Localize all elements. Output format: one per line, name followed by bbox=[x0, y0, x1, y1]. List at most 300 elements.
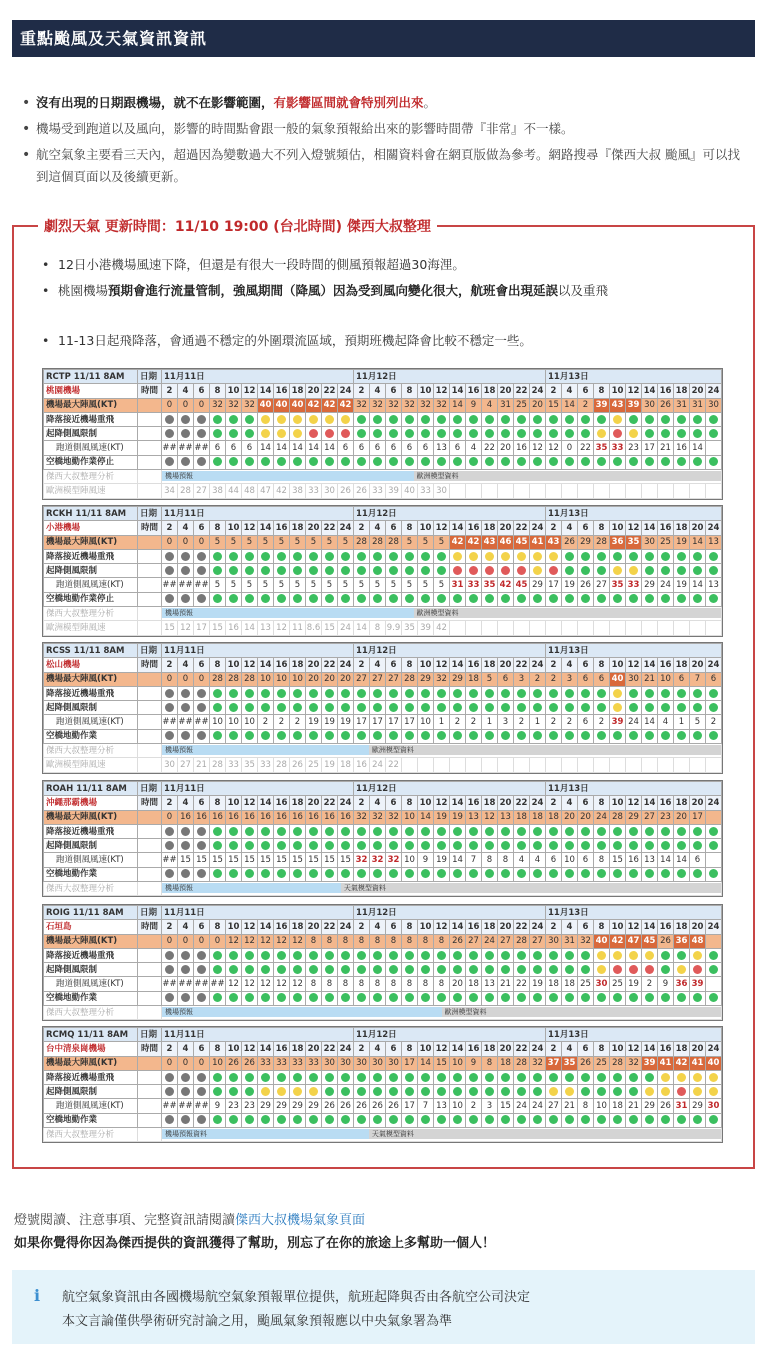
status-cell bbox=[498, 455, 514, 469]
status-cell bbox=[546, 592, 562, 606]
status-cell bbox=[258, 1113, 274, 1127]
bullet-dot-icon: • bbox=[22, 121, 31, 137]
ecmwf-value: 14 bbox=[242, 621, 258, 635]
ecmwf-value: 18 bbox=[338, 758, 354, 772]
status-cell bbox=[450, 839, 466, 853]
status-cell bbox=[162, 948, 178, 962]
hour-cell: 20 bbox=[498, 1042, 514, 1056]
status-dot-icon bbox=[357, 429, 366, 438]
status-cell bbox=[242, 729, 258, 743]
status-cell bbox=[562, 427, 578, 441]
status-cell bbox=[306, 948, 322, 962]
grid-cell bbox=[138, 867, 162, 881]
status-cell bbox=[434, 549, 450, 563]
status-dot-icon bbox=[453, 429, 462, 438]
hour-cell: 20 bbox=[690, 796, 706, 810]
status-dot-icon bbox=[181, 951, 190, 960]
status-cell bbox=[322, 729, 338, 743]
status-dot-icon bbox=[549, 457, 558, 466]
status-cell bbox=[338, 867, 354, 881]
status-cell bbox=[290, 427, 306, 441]
grid-cell bbox=[138, 810, 162, 824]
day-3-label: 11月13日 bbox=[546, 644, 722, 658]
status-dot-icon bbox=[309, 1115, 318, 1124]
status-dot-icon bbox=[501, 552, 510, 561]
status-cell bbox=[498, 412, 514, 426]
status-cell bbox=[610, 839, 626, 853]
analysis-row bbox=[44, 744, 722, 758]
status-dot-icon bbox=[581, 869, 590, 878]
ecmwf-value bbox=[482, 621, 498, 635]
ground-ops-label: 空橋地勤作業 bbox=[44, 1113, 138, 1127]
gust-value: 18 bbox=[546, 810, 562, 824]
crosswind-value: 13 bbox=[434, 441, 450, 455]
crosswind-value: 7 bbox=[418, 1099, 434, 1113]
status-dot-icon bbox=[469, 827, 478, 836]
status-dot-icon bbox=[389, 841, 398, 850]
gust-value: 28 bbox=[610, 1056, 626, 1070]
status-cell bbox=[578, 549, 594, 563]
status-cell bbox=[322, 1070, 338, 1084]
status-dot-icon bbox=[453, 566, 462, 575]
hour-cell: 20 bbox=[498, 796, 514, 810]
status-dot-icon bbox=[437, 869, 446, 878]
gust-value: 5 bbox=[434, 535, 450, 549]
status-dot-icon bbox=[229, 429, 238, 438]
gust-value: 17 bbox=[402, 1056, 418, 1070]
gust-value: 32 bbox=[242, 398, 258, 412]
gust-value: 8 bbox=[306, 934, 322, 948]
gust-value: 39 bbox=[594, 398, 610, 412]
ecmwf-value bbox=[706, 484, 722, 498]
status-cell bbox=[498, 1113, 514, 1127]
status-dot-icon bbox=[533, 951, 542, 960]
status-cell bbox=[594, 412, 610, 426]
ecmwf-value bbox=[466, 758, 482, 772]
hour-cell: 4 bbox=[370, 658, 386, 672]
status-cell bbox=[418, 729, 434, 743]
footer-text: 燈號閱讀、注意事項、完整資訊請閱讀 bbox=[14, 1213, 236, 1228]
status-dot-icon bbox=[597, 951, 606, 960]
model-bar: 天氣模型資料 bbox=[369, 1129, 721, 1139]
ecmwf-value bbox=[450, 484, 466, 498]
status-dot-icon bbox=[181, 1073, 190, 1082]
status-dot-icon bbox=[597, 841, 606, 850]
status-cell bbox=[674, 455, 690, 469]
status-dot-icon bbox=[421, 594, 430, 603]
status-dot-icon bbox=[309, 689, 318, 698]
status-cell bbox=[530, 564, 546, 578]
status-cell bbox=[514, 991, 530, 1005]
crosswind-limit-label: 起降側風限制 bbox=[44, 839, 138, 853]
status-cell bbox=[514, 549, 530, 563]
status-cell bbox=[258, 948, 274, 962]
ecmwf-value: 44 bbox=[226, 484, 242, 498]
hour-cell: 24 bbox=[706, 384, 722, 398]
status-dot-icon bbox=[325, 566, 334, 575]
status-cell bbox=[210, 729, 226, 743]
hour-cell: 18 bbox=[290, 1042, 306, 1056]
status-dot-icon bbox=[485, 1115, 494, 1124]
model-bar: 天氣模型資料 bbox=[341, 883, 721, 893]
gust-value: 32 bbox=[370, 398, 386, 412]
status-cell bbox=[530, 839, 546, 853]
status-dot-icon bbox=[485, 689, 494, 698]
status-dot-icon bbox=[341, 869, 350, 878]
crosswind-value: 12 bbox=[258, 977, 274, 991]
gust-value: 8 bbox=[418, 934, 434, 948]
status-dot-icon bbox=[229, 869, 238, 878]
crosswind-value bbox=[706, 441, 722, 455]
ecmwf-value: 15 bbox=[162, 621, 178, 635]
status-cell bbox=[498, 549, 514, 563]
hour-cell: 6 bbox=[578, 658, 594, 672]
gust-value: 0 bbox=[194, 398, 210, 412]
status-dot-icon bbox=[613, 731, 622, 740]
status-dot-icon bbox=[581, 689, 590, 698]
hour-cell: 6 bbox=[194, 796, 210, 810]
status-cell bbox=[322, 867, 338, 881]
crosswind-value: 27 bbox=[546, 1099, 562, 1113]
status-dot-icon bbox=[597, 827, 606, 836]
status-cell bbox=[626, 824, 642, 838]
status-dot-icon bbox=[309, 703, 318, 712]
crosswind-value: 13 bbox=[706, 578, 722, 592]
source-bar-cell bbox=[162, 1128, 722, 1142]
status-dot-icon bbox=[277, 827, 286, 836]
ecmwf-value: 27 bbox=[194, 484, 210, 498]
status-cell bbox=[610, 729, 626, 743]
status-cell bbox=[626, 564, 642, 578]
gust-value: 28 bbox=[386, 535, 402, 549]
status-dot-icon bbox=[533, 841, 542, 850]
gust-value: 10 bbox=[258, 672, 274, 686]
status-cell bbox=[178, 1070, 194, 1084]
hour-cell: 6 bbox=[578, 796, 594, 810]
status-cell bbox=[626, 427, 642, 441]
crosswind-value: 2 bbox=[594, 715, 610, 729]
status-cell bbox=[642, 701, 658, 715]
ecmwf-value bbox=[642, 758, 658, 772]
status-cell bbox=[466, 991, 482, 1005]
status-cell bbox=[642, 948, 658, 962]
status-cell bbox=[690, 867, 706, 881]
status-dot-icon bbox=[485, 1073, 494, 1082]
status-cell bbox=[354, 427, 370, 441]
status-cell bbox=[546, 412, 562, 426]
status-cell bbox=[546, 564, 562, 578]
status-cell bbox=[610, 564, 626, 578]
status-dot-icon bbox=[437, 566, 446, 575]
gust-value: 28 bbox=[354, 535, 370, 549]
status-dot-icon bbox=[581, 841, 590, 850]
status-dot-icon bbox=[629, 415, 638, 424]
status-cell bbox=[514, 839, 530, 853]
crosswind-value: 32 bbox=[370, 853, 386, 867]
status-cell bbox=[642, 867, 658, 881]
crosswind-value: 5 bbox=[418, 578, 434, 592]
hour-cell: 20 bbox=[306, 796, 322, 810]
status-dot-icon bbox=[293, 869, 302, 878]
crosswind-value: 22 bbox=[482, 441, 498, 455]
gust-value: 19 bbox=[434, 810, 450, 824]
status-dot-icon bbox=[517, 827, 526, 836]
status-dot-icon bbox=[677, 429, 686, 438]
grid-cell bbox=[138, 398, 162, 412]
status-cell bbox=[210, 686, 226, 700]
hour-cell: 20 bbox=[306, 521, 322, 535]
status-dot-icon bbox=[597, 993, 606, 1002]
status-dot-icon bbox=[469, 689, 478, 698]
status-dot-icon bbox=[325, 841, 334, 850]
status-dot-icon bbox=[277, 869, 286, 878]
crosswind-value: 24 bbox=[514, 1099, 530, 1113]
status-dot-icon bbox=[357, 965, 366, 974]
status-cell bbox=[258, 839, 274, 853]
grid-cell bbox=[138, 701, 162, 715]
status-cell bbox=[162, 427, 178, 441]
status-cell bbox=[482, 1113, 498, 1127]
hour-cell: 18 bbox=[674, 1042, 690, 1056]
status-dot-icon bbox=[677, 731, 686, 740]
status-dot-icon bbox=[645, 457, 654, 466]
status-cell bbox=[578, 963, 594, 977]
airport-grid bbox=[42, 505, 723, 637]
status-dot-icon bbox=[277, 429, 286, 438]
ecmwf-value bbox=[658, 621, 674, 635]
status-dot-icon bbox=[309, 951, 318, 960]
status-cell bbox=[642, 549, 658, 563]
status-dot-icon bbox=[165, 951, 174, 960]
status-cell bbox=[562, 948, 578, 962]
status-cell bbox=[450, 412, 466, 426]
status-dot-icon bbox=[261, 689, 270, 698]
gust-value: 0 bbox=[178, 398, 194, 412]
status-dot-icon bbox=[181, 965, 190, 974]
gust-value: 8 bbox=[354, 934, 370, 948]
status-dot-icon bbox=[581, 566, 590, 575]
status-cell bbox=[418, 991, 434, 1005]
max-gust-label: 機場最大陣風(KT) bbox=[44, 398, 138, 412]
status-cell bbox=[402, 427, 418, 441]
crosswind-value: 17 bbox=[402, 715, 418, 729]
status-cell bbox=[178, 592, 194, 606]
hour-cell: 6 bbox=[194, 521, 210, 535]
day-1-label: 11月11日 bbox=[162, 1028, 354, 1042]
date-label: 日期 bbox=[138, 906, 162, 920]
crosswind-value: 18 bbox=[610, 1099, 626, 1113]
status-dot-icon bbox=[325, 951, 334, 960]
status-dot-icon bbox=[181, 731, 190, 740]
status-dot-icon bbox=[181, 429, 190, 438]
hour-cell: 22 bbox=[322, 796, 338, 810]
status-cell bbox=[258, 412, 274, 426]
time-label: 時間 bbox=[138, 521, 162, 535]
gust-value: 12 bbox=[226, 934, 242, 948]
status-cell bbox=[386, 427, 402, 441]
ecmwf-value bbox=[674, 484, 690, 498]
crosswind-value: ## bbox=[194, 578, 210, 592]
status-dot-icon bbox=[357, 1087, 366, 1096]
status-cell bbox=[642, 729, 658, 743]
hour-cell: 4 bbox=[370, 796, 386, 810]
status-cell bbox=[466, 592, 482, 606]
status-dot-icon bbox=[709, 429, 718, 438]
status-cell bbox=[178, 455, 194, 469]
status-dot-icon bbox=[213, 594, 222, 603]
status-cell bbox=[274, 412, 290, 426]
crosswind-value: 23 bbox=[626, 441, 642, 455]
gust-value: 8 bbox=[482, 1056, 498, 1070]
status-dot-icon bbox=[181, 841, 190, 850]
gust-value: 27 bbox=[530, 934, 546, 948]
status-cell bbox=[386, 867, 402, 881]
hour-cell: 4 bbox=[562, 1042, 578, 1056]
hour-cell: 18 bbox=[674, 920, 690, 934]
status-dot-icon bbox=[677, 594, 686, 603]
gust-value: 18 bbox=[514, 810, 530, 824]
status-dot-icon bbox=[565, 965, 574, 974]
status-dot-icon bbox=[645, 1115, 654, 1124]
status-dot-icon bbox=[421, 869, 430, 878]
ecmwf-value: 38 bbox=[210, 484, 226, 498]
status-dot-icon bbox=[341, 594, 350, 603]
status-dot-icon bbox=[629, 993, 638, 1002]
crosswind-value: 8 bbox=[482, 853, 498, 867]
status-dot-icon bbox=[341, 827, 350, 836]
ecmwf-value: 8 bbox=[370, 621, 386, 635]
gust-value: 16 bbox=[338, 810, 354, 824]
status-dot-icon bbox=[469, 731, 478, 740]
status-cell bbox=[178, 729, 194, 743]
crosswind-value: 17 bbox=[546, 578, 562, 592]
status-dot-icon bbox=[709, 1073, 718, 1082]
hour-cell: 22 bbox=[322, 658, 338, 672]
status-cell bbox=[338, 991, 354, 1005]
gust-value: 32 bbox=[626, 1056, 642, 1070]
status-dot-icon bbox=[469, 566, 478, 575]
hour-cell: 12 bbox=[626, 920, 642, 934]
grid-cell bbox=[138, 535, 162, 549]
status-cell bbox=[322, 991, 338, 1005]
crosswind-limit-label: 起降側風限制 bbox=[44, 564, 138, 578]
status-cell bbox=[450, 455, 466, 469]
status-cell bbox=[242, 592, 258, 606]
hour-cell: 12 bbox=[242, 1042, 258, 1056]
crosswind-value: 6 bbox=[450, 441, 466, 455]
status-cell bbox=[370, 824, 386, 838]
airport-weather-page-link[interactable]: 傑西大叔機場氣象頁面 bbox=[235, 1213, 366, 1228]
day-3-label: 11月13日 bbox=[546, 782, 722, 796]
gust-value: 26 bbox=[658, 934, 674, 948]
status-dot-icon bbox=[181, 869, 190, 878]
status-cell bbox=[674, 592, 690, 606]
status-dot-icon bbox=[677, 1087, 686, 1096]
status-cell bbox=[290, 1085, 306, 1099]
status-dot-icon bbox=[213, 429, 222, 438]
status-cell bbox=[402, 412, 418, 426]
hour-cell: 12 bbox=[434, 658, 450, 672]
status-dot-icon bbox=[197, 827, 206, 836]
grid-cell bbox=[138, 412, 162, 426]
status-cell bbox=[290, 686, 306, 700]
status-cell bbox=[274, 1070, 290, 1084]
status-dot-icon bbox=[453, 869, 462, 878]
hour-cell: 8 bbox=[402, 521, 418, 535]
status-dot-icon bbox=[245, 1073, 254, 1082]
status-dot-icon bbox=[325, 965, 334, 974]
status-cell bbox=[434, 991, 450, 1005]
status-dot-icon bbox=[261, 731, 270, 740]
hour-cell: 6 bbox=[578, 384, 594, 398]
hour-cell: 12 bbox=[626, 521, 642, 535]
status-cell bbox=[498, 824, 514, 838]
gust-value: 4 bbox=[482, 398, 498, 412]
gust-value: 19 bbox=[674, 535, 690, 549]
status-dot-icon bbox=[357, 703, 366, 712]
status-dot-icon bbox=[613, 951, 622, 960]
status-dot-icon bbox=[197, 951, 206, 960]
status-cell bbox=[578, 412, 594, 426]
severe-bullet-item bbox=[42, 280, 742, 301]
status-dot-icon bbox=[581, 1073, 590, 1082]
hour-cell: 14 bbox=[642, 1042, 658, 1056]
gust-value: 28 bbox=[610, 810, 626, 824]
status-cell bbox=[482, 592, 498, 606]
status-cell bbox=[466, 686, 482, 700]
gust-value: 24 bbox=[594, 810, 610, 824]
status-cell bbox=[514, 455, 530, 469]
crosswind-value: 8 bbox=[498, 853, 514, 867]
status-dot-icon bbox=[165, 415, 174, 424]
status-dot-icon bbox=[325, 457, 334, 466]
status-dot-icon bbox=[245, 689, 254, 698]
gust-value: 0 bbox=[178, 672, 194, 686]
crosswind-speed-row bbox=[44, 977, 722, 991]
status-cell bbox=[482, 1085, 498, 1099]
hour-cell: 14 bbox=[258, 521, 274, 535]
status-dot-icon bbox=[629, 594, 638, 603]
gust-value: 12 bbox=[274, 934, 290, 948]
gust-value: 16 bbox=[178, 810, 194, 824]
status-cell bbox=[418, 1113, 434, 1127]
ecmwf-value: 26 bbox=[338, 484, 354, 498]
status-dot-icon bbox=[613, 457, 622, 466]
status-cell bbox=[610, 701, 626, 715]
gust-value: 45 bbox=[514, 535, 530, 549]
crosswind-value: 17 bbox=[386, 715, 402, 729]
airport-code: ROAH 11/11 8AM bbox=[44, 782, 138, 796]
status-cell bbox=[162, 963, 178, 977]
status-cell bbox=[226, 412, 242, 426]
status-dot-icon bbox=[533, 457, 542, 466]
status-dot-icon bbox=[613, 869, 622, 878]
ecmwf-value: 28 bbox=[274, 758, 290, 772]
analysis-label: 傑西大叔整理分析 bbox=[44, 470, 138, 484]
gust-value: 12 bbox=[242, 934, 258, 948]
hour-cell: 24 bbox=[338, 1042, 354, 1056]
crosswind-value: 5 bbox=[242, 578, 258, 592]
status-cell bbox=[466, 549, 482, 563]
bullet-text-part: 11-13日起飛降落，會通過不穩定的外圍環流區域，預期班機起降會比較不穩定一些。 bbox=[58, 333, 532, 348]
status-cell bbox=[450, 549, 466, 563]
status-cell bbox=[530, 963, 546, 977]
status-dot-icon bbox=[645, 993, 654, 1002]
gust-value: 14 bbox=[418, 810, 434, 824]
status-cell bbox=[386, 455, 402, 469]
gust-value: 28 bbox=[226, 672, 242, 686]
status-cell bbox=[642, 1070, 658, 1084]
